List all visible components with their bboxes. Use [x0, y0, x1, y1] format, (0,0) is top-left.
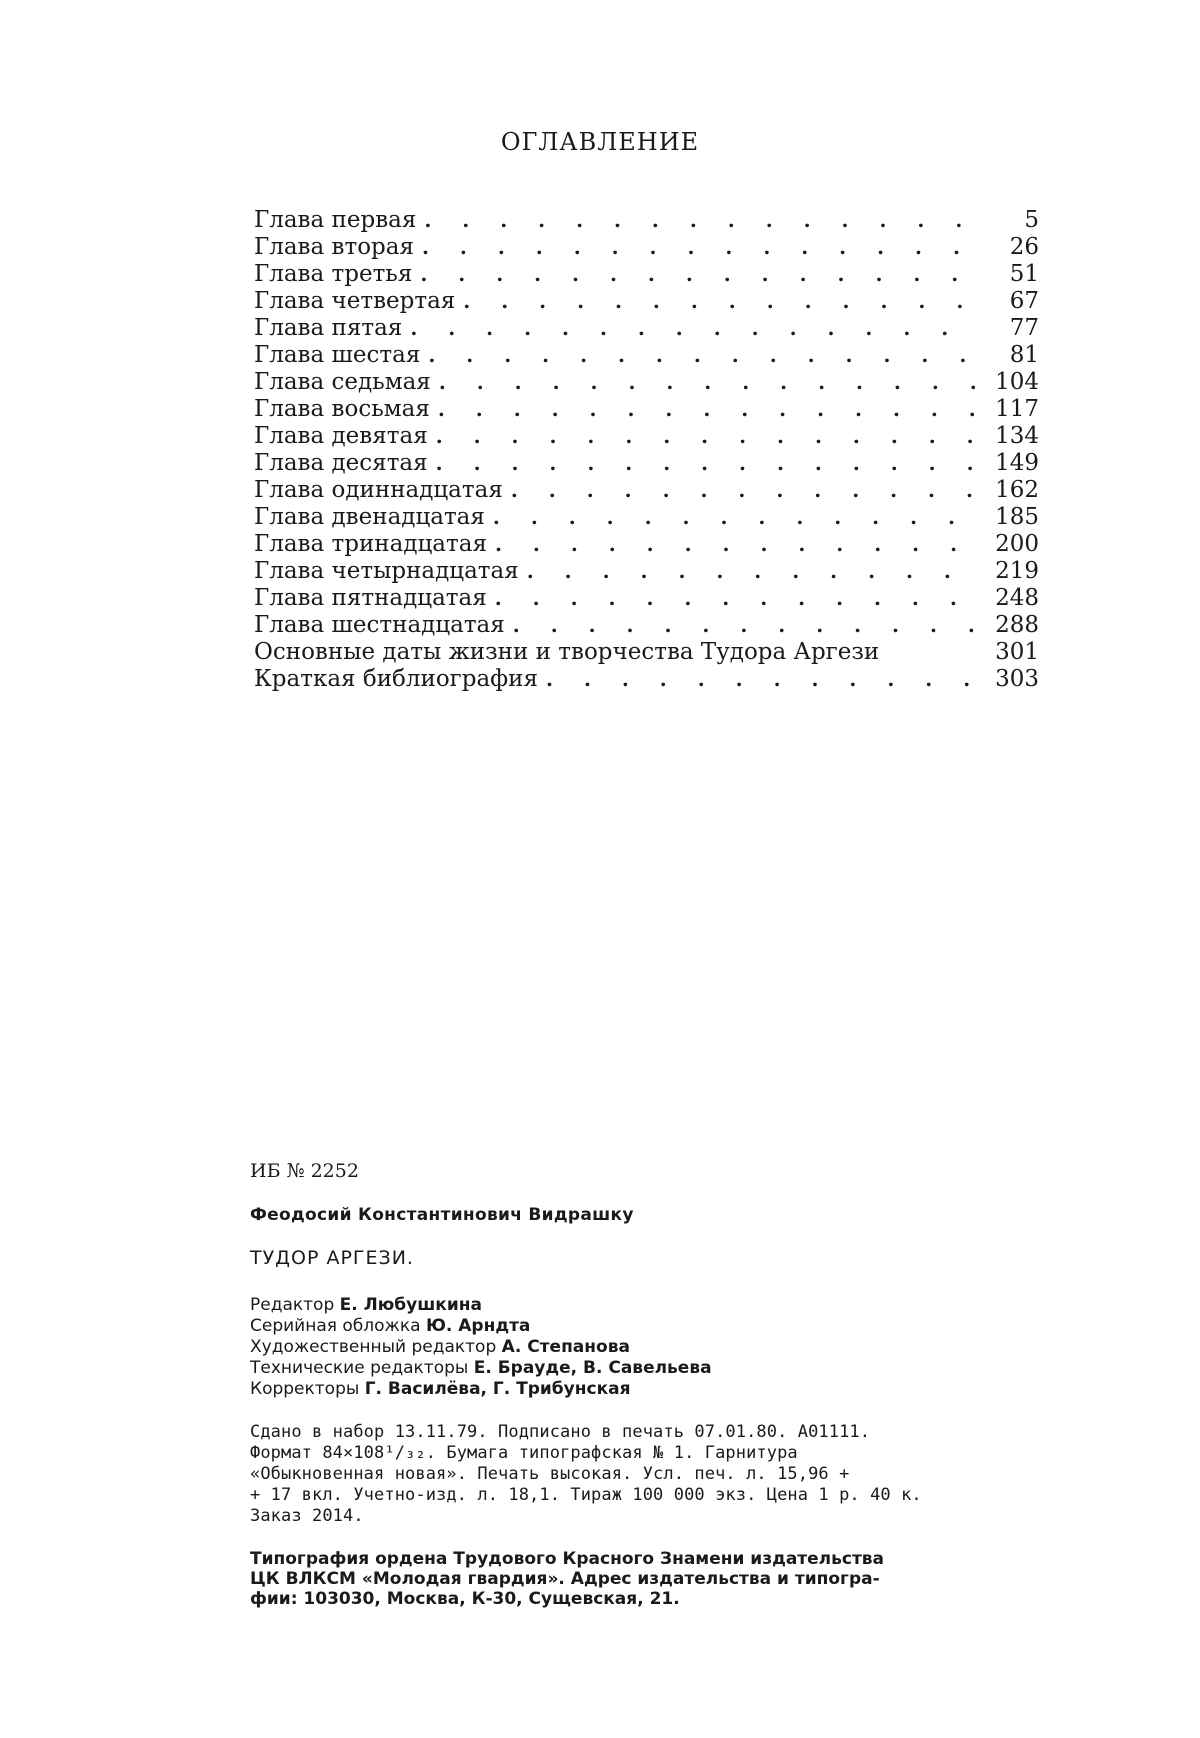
toc-entry-page: 288 [995, 612, 1039, 638]
printing-house-line: Типография ордена Трудового Красного Знамени издательства [250, 1549, 885, 1569]
dot-leader [546, 667, 979, 691]
dot-leader [428, 343, 979, 367]
printing-house-line: фии: 103030, Москва, К-30, Сущевская, 21. [250, 1589, 680, 1609]
toc-entry-title: Глава шестнадцатая [254, 612, 505, 638]
dot-leader [422, 235, 979, 259]
toc-entry[interactable] [254, 234, 1039, 261]
toc-entry-title: Глава первая [254, 207, 417, 233]
dot-leader [436, 451, 979, 475]
print-info-line: «Обыкновенная новая». Печать высокая. Усл. печ. л. 15,96 + [250, 1464, 850, 1484]
credit-line [250, 1295, 1040, 1316]
credit-role: Технические редакторы [250, 1358, 469, 1378]
table-of-contents [254, 207, 1039, 693]
toc-entry-title: Глава четвертая [254, 288, 456, 314]
toc-entry-title: Глава пятая [254, 315, 403, 341]
toc-entry-page: 81 [1009, 342, 1039, 368]
dot-leader [495, 586, 979, 610]
toc-entry-page: 162 [995, 477, 1039, 503]
credit-line [250, 1316, 1040, 1337]
toc-entry[interactable] [254, 261, 1039, 288]
print-info-line: + 17 вкл. Учетно-изд. л. 18,1. Тираж 100 000 экз. Цена 1 р. 40 к. [250, 1485, 922, 1505]
toc-entry-page: 117 [995, 396, 1039, 422]
toc-entry-title: Глава пятнадцатая [254, 585, 487, 611]
toc-entry[interactable] [254, 207, 1039, 234]
author-name: Феодосий Константинович Видрашку [250, 1205, 634, 1225]
toc-entry[interactable] [254, 396, 1039, 423]
dot-leader [424, 208, 979, 232]
toc-entry-title: Глава седьмая [254, 369, 431, 395]
toc-entry[interactable] [254, 450, 1039, 477]
toc-entry[interactable] [254, 477, 1039, 504]
print-info-line: Заказ 2014. [250, 1506, 364, 1526]
credit-role: Художественный редактор [250, 1337, 497, 1357]
toc-entry-page: 134 [995, 423, 1039, 449]
toc-entry[interactable] [254, 342, 1039, 369]
toc-entry-title: Глава девятая [254, 423, 428, 449]
toc-entry[interactable] [254, 423, 1039, 450]
toc-entry-page: 51 [1009, 261, 1039, 287]
toc-entry[interactable] [254, 369, 1039, 396]
toc-entry-page: 149 [995, 450, 1039, 476]
printing-house-info [250, 1549, 1040, 1609]
dot-leader [493, 505, 979, 529]
credit-name: Ю. Арндта [425, 1316, 531, 1336]
credit-line [250, 1358, 1040, 1379]
toc-entry[interactable] [254, 639, 1039, 666]
dot-leader [420, 262, 979, 286]
dot-leader [511, 478, 979, 502]
toc-entry-page: 5 [1024, 207, 1039, 233]
dot-leader [436, 424, 979, 448]
dot-leader [527, 559, 979, 583]
toc-entry[interactable] [254, 288, 1039, 315]
toc-entry-title: Основные даты жизни и творчества Тудора Аргези [254, 639, 880, 665]
credit-name: А. Степанова [501, 1337, 630, 1357]
toc-entry-title: Глава шестая [254, 342, 421, 368]
toc-entry[interactable] [254, 585, 1039, 612]
imprint-block [250, 1160, 1040, 1609]
toc-entry[interactable] [254, 558, 1039, 585]
print-info [250, 1422, 1040, 1527]
book-title: ТУДОР АРГЕЗИ. [250, 1247, 414, 1269]
toc-entry[interactable] [254, 315, 1039, 342]
print-info-line: Сдано в набор 13.11.79. Подписано в печать 07.01.80. А01111. [250, 1422, 871, 1442]
toc-entry-page: 104 [995, 369, 1039, 395]
dot-leader [438, 397, 979, 421]
toc-entry-page: 248 [995, 585, 1039, 611]
toc-entry-page: 301 [995, 639, 1039, 665]
toc-entry[interactable] [254, 666, 1039, 693]
credit-role: Корректоры [250, 1379, 360, 1399]
credit-line [250, 1379, 1040, 1400]
credit-name: Е. Любушкина [339, 1295, 482, 1315]
dot-leader [513, 613, 979, 637]
printing-house-line: ЦК ВЛКСМ «Молодая гвардия». Адрес издательства и типогра- [250, 1569, 880, 1589]
credits [250, 1295, 1040, 1400]
dot-leader [495, 532, 979, 556]
credit-name: Г. Василёва, Г. Трибунская [364, 1379, 631, 1399]
toc-entry-title: Глава двенадцатая [254, 504, 485, 530]
toc-entry-page: 77 [1009, 315, 1039, 341]
credit-role: Редактор [250, 1295, 335, 1315]
toc-entry-page: 26 [1009, 234, 1039, 260]
toc-entry-title: Глава восьмая [254, 396, 430, 422]
toc-entry-page: 185 [995, 504, 1039, 530]
toc-entry[interactable] [254, 612, 1039, 639]
credit-line [250, 1337, 1040, 1358]
toc-entry-title: Краткая библиография [254, 666, 539, 692]
toc-entry-page: 303 [995, 666, 1039, 692]
toc-entry-title: Глава одиннадцатая [254, 477, 503, 503]
toc-entry-title: Глава вторая [254, 234, 414, 260]
ib-number: ИБ № 2252 [250, 1160, 359, 1182]
toc-heading: ОГЛАВЛЕНИЕ [500, 128, 700, 156]
toc-entry-page: 200 [995, 531, 1039, 557]
dot-leader [463, 289, 979, 313]
toc-entry[interactable] [254, 531, 1039, 558]
toc-entry[interactable] [254, 504, 1039, 531]
dot-leader [410, 316, 979, 340]
credit-name: Е. Брауде, В. Савельева [473, 1358, 712, 1378]
toc-entry-title: Глава десятая [254, 450, 428, 476]
print-info-line: Формат 84×108¹/₃₂. Бумага типографская № 1. Гарнитура [250, 1443, 798, 1463]
toc-entry-page: 67 [1009, 288, 1039, 314]
dot-leader [439, 370, 979, 394]
toc-entry-title: Глава четырнадцатая [254, 558, 519, 584]
toc-entry-title: Глава третья [254, 261, 413, 287]
toc-entry-title: Глава тринадцатая [254, 531, 487, 557]
toc-entry-page: 219 [995, 558, 1039, 584]
credit-role: Серийная обложка [250, 1316, 421, 1336]
